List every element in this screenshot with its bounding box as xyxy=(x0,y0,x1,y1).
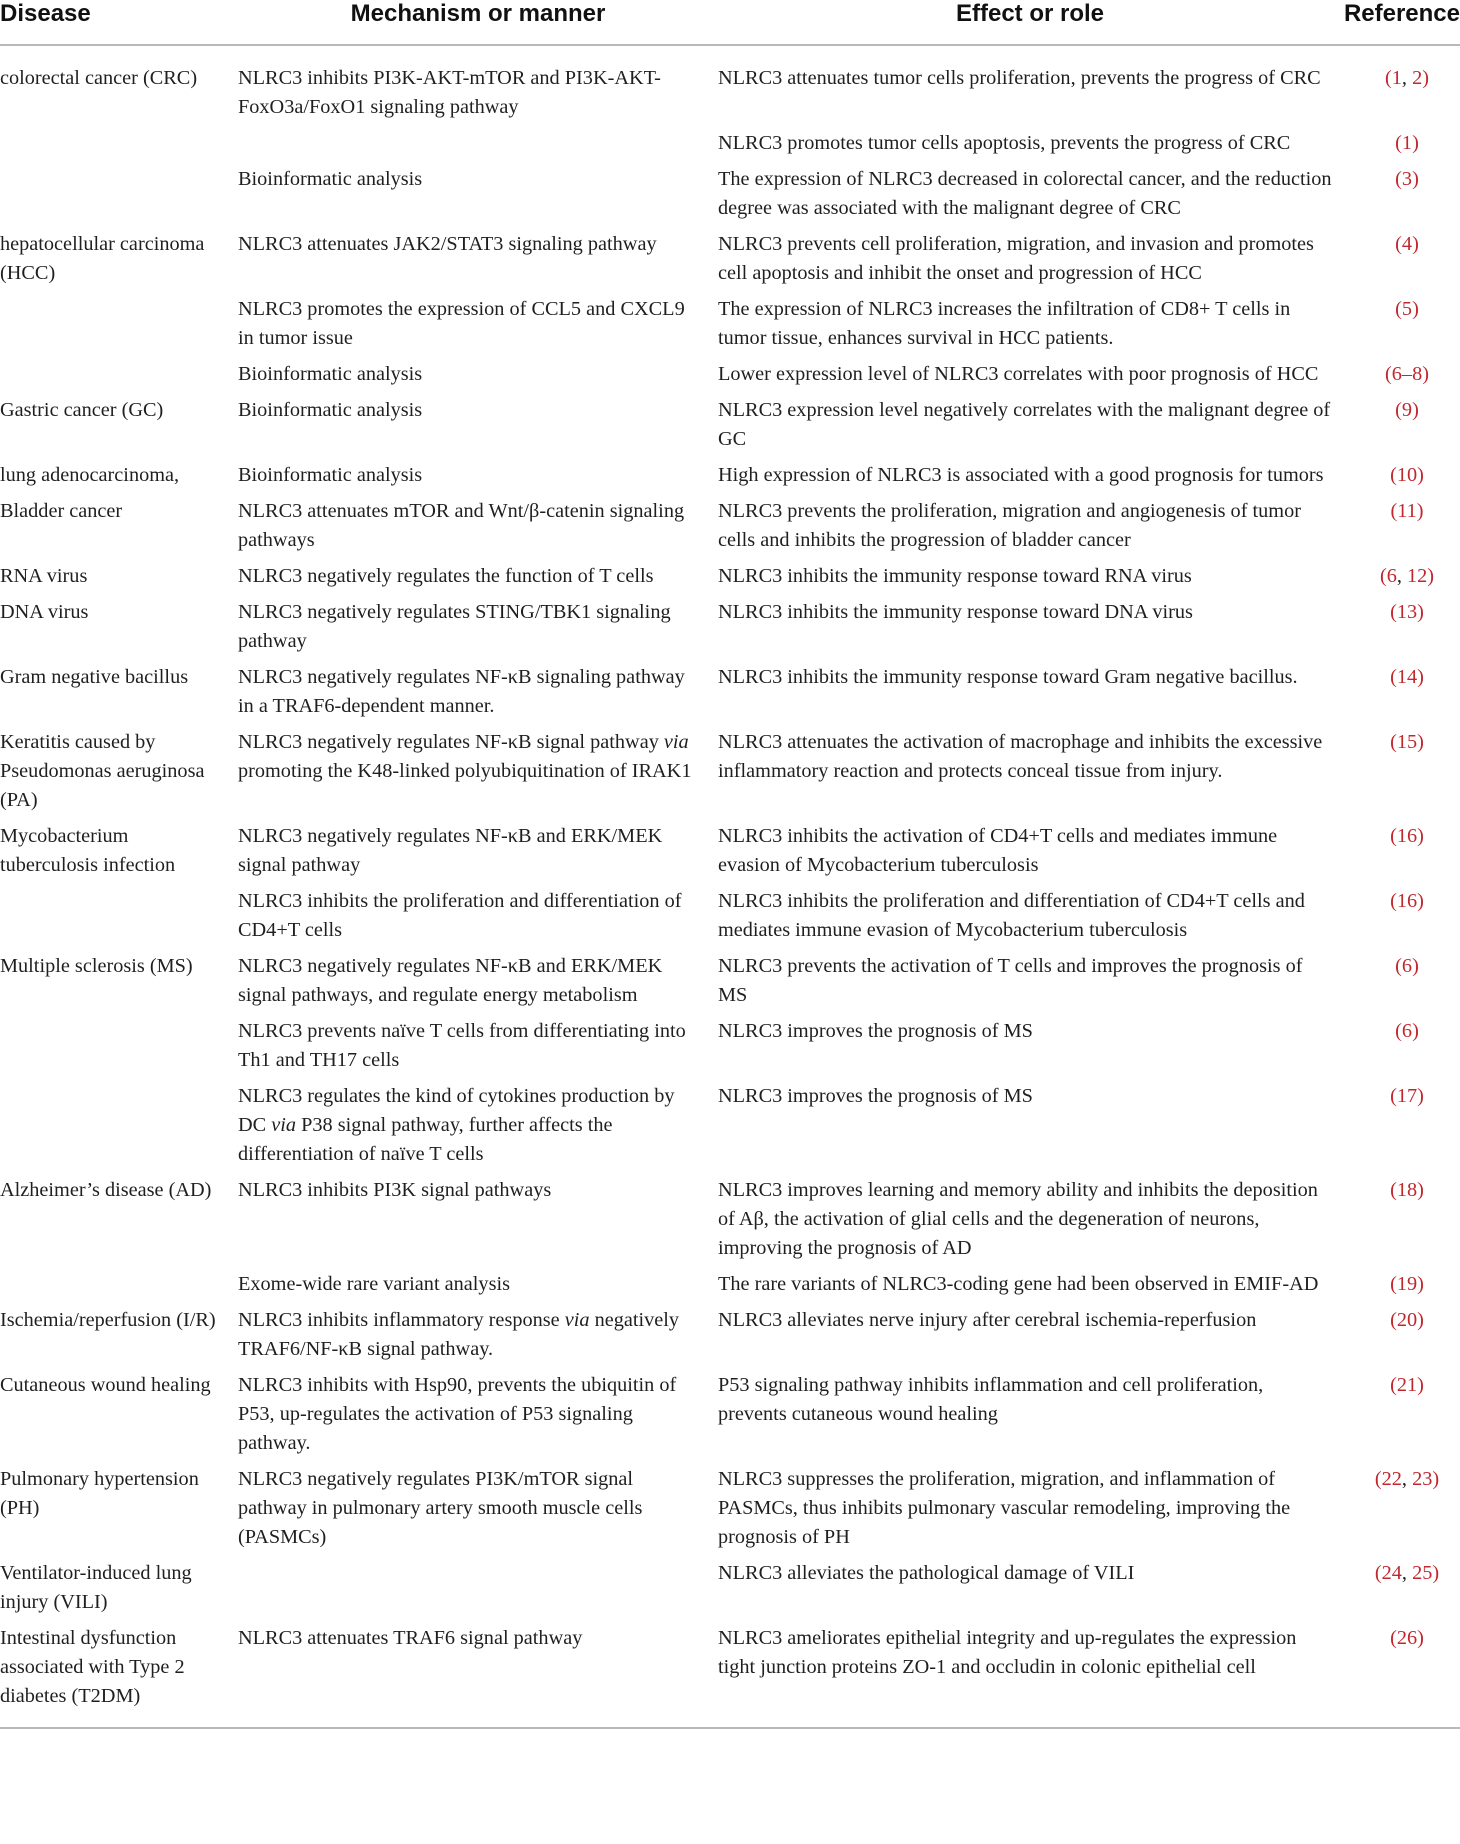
cell-disease xyxy=(0,1266,238,1302)
cell-mechanism: NLRC3 inhibits PI3K signal pathways xyxy=(238,1179,552,1201)
header-reference: Reference xyxy=(1342,0,1460,45)
cell-mechanism xyxy=(238,1555,718,1620)
table-row xyxy=(0,1620,1460,1728)
table-row xyxy=(0,1078,1460,1172)
reference-link[interactable]: 16 xyxy=(1396,825,1418,847)
cell-reference: (10) xyxy=(1390,464,1424,486)
reference-link[interactable]: 13 xyxy=(1396,601,1418,623)
cell-mechanism: Exome-wide rare variant analysis xyxy=(238,1273,510,1295)
reference-link[interactable]: 2 xyxy=(1412,67,1423,89)
cell-effect: NLRC3 improves the prognosis of MS xyxy=(718,1085,1033,1107)
cell-disease: Bladder cancer xyxy=(0,500,123,522)
table-row xyxy=(0,818,1460,883)
cell-mechanism: NLRC3 attenuates mTOR and Wnt/β-catenin signaling pathways xyxy=(238,500,685,551)
table-row xyxy=(0,125,1460,161)
cell-disease: Pulmonary hypertension (PH) xyxy=(0,1468,199,1519)
cell-disease: RNA virus xyxy=(0,565,88,587)
cell-reference: (24, 25) xyxy=(1374,1562,1440,1584)
cell-effect: NLRC3 prevents cell proliferation, migration, and invasion and promotes cell apoptosis and inhibit the onset and progression of HCC xyxy=(718,233,1314,284)
cell-effect: NLRC3 inhibits the immunity response toward DNA virus xyxy=(718,601,1193,623)
reference-link[interactable]: 26 xyxy=(1396,1627,1418,1649)
cell-disease: Ventilator-induced lung injury (VILI) xyxy=(0,1562,192,1613)
cell-mechanism: NLRC3 attenuates TRAF6 signal pathway xyxy=(238,1620,718,1728)
cell-mechanism: NLRC3 negatively regulates NF-κB and ERK/MEK signal pathway xyxy=(238,825,663,876)
table-row xyxy=(0,457,1460,493)
cell-mechanism: NLRC3 negatively regulates STING/TBK1 signaling pathway xyxy=(238,601,671,652)
cell-disease: hepatocellular carcinoma (HCC) xyxy=(0,233,205,284)
header-row xyxy=(0,0,1460,45)
reference-link[interactable]: 6 xyxy=(1386,565,1397,587)
table-row xyxy=(0,883,1460,948)
cell-disease: colorectal cancer (CRC) xyxy=(0,67,198,89)
reference-link[interactable]: 1 xyxy=(1391,67,1402,89)
cell-disease: Intestinal dysfunction associated with Type 2 diabetes (T2DM) xyxy=(0,1620,238,1728)
cell-mechanism: NLRC3 promotes the expression of CCL5 and CXCL9 in tumor issue xyxy=(238,298,685,349)
reference-link[interactable]: 9 xyxy=(1401,399,1413,421)
cell-reference: (6–8) xyxy=(1385,363,1429,385)
reference-separator: , xyxy=(1401,1468,1413,1490)
reference-link[interactable]: 24 xyxy=(1381,1562,1402,1584)
cell-effect: The expression of NLRC3 decreased in colorectal cancer, and the reduction degree was associated with the malignant degree of CRC xyxy=(718,168,1332,219)
cell-disease: Mycobacterium tuberculosis infection xyxy=(0,825,176,876)
reference-link[interactable]: 14 xyxy=(1396,666,1418,688)
reference-link[interactable]: 6 xyxy=(1401,1020,1413,1042)
reference-link[interactable]: 15 xyxy=(1396,731,1418,753)
mechanism-text: NLRC3 regulates the kind of cytokines production by DC xyxy=(238,1085,675,1136)
cell-disease xyxy=(0,291,238,356)
cell-effect: NLRC3 attenuates tumor cells proliferation, prevents the progress of CRC xyxy=(718,67,1321,89)
cell-effect: Lower expression level of NLRC3 correlates with poor prognosis of HCC xyxy=(718,363,1319,385)
cell-mechanism: Bioinformatic analysis xyxy=(238,363,423,385)
reference-link[interactable]: 5 xyxy=(1401,298,1413,320)
table-row xyxy=(0,558,1460,594)
table-row xyxy=(0,226,1460,291)
reference-link[interactable]: 1 xyxy=(1401,132,1413,154)
cell-mechanism xyxy=(238,125,718,161)
reference-link[interactable]: 6–8 xyxy=(1391,363,1423,385)
cell-reference: (6, 12) xyxy=(1379,565,1435,587)
table-row xyxy=(0,1172,1460,1266)
cell-mechanism xyxy=(238,724,718,818)
table-row xyxy=(0,1013,1460,1078)
table-row xyxy=(0,659,1460,724)
cell-effect: NLRC3 ameliorates epithelial integrity and up-regulates the expression tight junction proteins ZO-1 and occludin in colonic epithelial cell xyxy=(718,1620,1342,1728)
table-row xyxy=(0,1555,1460,1620)
table-row xyxy=(0,356,1460,392)
cell-effect: NLRC3 inhibits the immunity response toward Gram negative bacillus. xyxy=(718,666,1298,688)
cell-mechanism: NLRC3 inhibits PI3K-AKT-mTOR and PI3K-AKT-FoxO3a/FoxO1 signaling pathway xyxy=(238,67,661,118)
cell-disease: DNA virus xyxy=(0,601,89,623)
reference-separator: , xyxy=(1401,1562,1413,1584)
cell-effect: NLRC3 inhibits the immunity response toward RNA virus xyxy=(718,565,1192,587)
cell-mechanism xyxy=(238,1078,718,1172)
table-row xyxy=(0,45,1460,125)
cell-reference: (16) xyxy=(1390,890,1424,912)
cell-reference: (1, 2) xyxy=(1385,67,1429,89)
cell-reference: (3) xyxy=(1395,168,1419,190)
cell-disease xyxy=(0,1013,238,1078)
reference-link[interactable]: 4 xyxy=(1401,233,1413,255)
cell-reference: (17) xyxy=(1390,1085,1424,1107)
cell-reference: (21) xyxy=(1390,1374,1424,1396)
cell-effect: NLRC3 expression level negatively correlates with the malignant degree of GC xyxy=(718,399,1331,450)
cell-reference: (6) xyxy=(1395,955,1419,977)
cell-mechanism: NLRC3 inhibits with Hsp90, prevents the ubiquitin of P53, up-regulates the activation of P53 signaling pathway. xyxy=(238,1374,677,1454)
cell-mechanism: NLRC3 negatively regulates PI3K/mTOR signal pathway in pulmonary artery smooth muscle cells (PASMCs) xyxy=(238,1468,643,1548)
table-row xyxy=(0,948,1460,1013)
reference-link[interactable]: 22 xyxy=(1381,1468,1402,1490)
reference-link[interactable]: 25 xyxy=(1412,1562,1433,1584)
cell-mechanism: Bioinformatic analysis xyxy=(238,399,423,421)
cell-disease: lung adenocarcinoma, xyxy=(0,464,180,486)
cell-mechanism: NLRC3 inhibits the proliferation and differentiation of CD4+T cells xyxy=(238,890,682,941)
header-effect: Effect or role xyxy=(718,0,1342,45)
cell-reference: (13) xyxy=(1390,601,1424,623)
mechanism-text: P38 signal pathway, further affects the differentiation of naïve T cells xyxy=(238,1114,613,1165)
cell-effect: The rare variants of NLRC3-coding gene had been observed in EMIF-AD xyxy=(718,1273,1319,1295)
reference-link[interactable]: 16 xyxy=(1396,890,1418,912)
reference-link[interactable]: 23 xyxy=(1412,1468,1433,1490)
reference-link[interactable]: 6 xyxy=(1401,955,1413,977)
cell-mechanism: Bioinformatic analysis xyxy=(238,464,423,486)
cell-disease: Gastric cancer (GC) xyxy=(0,399,164,421)
reference-link[interactable]: 19 xyxy=(1396,1273,1418,1295)
table-row xyxy=(0,1461,1460,1555)
reference-link[interactable]: 11 xyxy=(1397,500,1417,522)
cell-reference: (1) xyxy=(1395,132,1419,154)
cell-reference: (19) xyxy=(1390,1273,1424,1295)
cell-effect: NLRC3 inhibits the proliferation and differentiation of CD4+T cells and mediates immune evasion of Mycobacterium tuberculosis xyxy=(718,890,1305,941)
cell-mechanism: NLRC3 negatively regulates the function of T cells xyxy=(238,565,654,587)
cell-effect: NLRC3 attenuates the activation of macrophage and inhibits the excessive inflammatory reaction and protects conceal tissue from injury. xyxy=(718,731,1323,782)
cell-disease: Cutaneous wound healing xyxy=(0,1374,211,1396)
reference-link[interactable]: 17 xyxy=(1396,1085,1418,1107)
cell-effect: NLRC3 prevents the activation of T cells and improves the prognosis of MS xyxy=(718,955,1303,1006)
cell-reference: (26) xyxy=(1342,1620,1460,1728)
reference-link[interactable]: 3 xyxy=(1401,168,1413,190)
reference-link[interactable]: 20 xyxy=(1396,1309,1418,1331)
cell-mechanism: NLRC3 prevents naïve T cells from differentiating into Th1 and TH17 cells xyxy=(238,1020,686,1071)
cell-disease: Alzheimer’s disease (AD) xyxy=(0,1179,212,1201)
cell-reference: (9) xyxy=(1395,399,1419,421)
cell-disease: Keratitis caused by Pseudomonas aeruginosa (PA) xyxy=(0,731,205,811)
table-row xyxy=(0,594,1460,659)
cell-disease xyxy=(0,356,238,392)
header-disease: Disease xyxy=(0,0,238,45)
table-body xyxy=(0,45,1460,1728)
cell-effect: P53 signaling pathway inhibits inflammation and cell proliferation, prevents cutaneous wound healing xyxy=(718,1374,1264,1425)
table-row xyxy=(0,1302,1460,1367)
cell-effect: NLRC3 alleviates the pathological damage of VILI xyxy=(718,1562,1135,1584)
table-header xyxy=(0,0,1460,45)
header-mechanism: Mechanism or manner xyxy=(238,0,718,45)
cell-disease: Ischemia/reperfusion (I/R) xyxy=(0,1309,216,1331)
table-row xyxy=(0,392,1460,457)
cell-mechanism: NLRC3 attenuates JAK2/STAT3 signaling pathway xyxy=(238,233,657,255)
reference-link[interactable]: 21 xyxy=(1396,1374,1418,1396)
cell-effect: NLRC3 inhibits the activation of CD4+T cells and mediates immune evasion of Mycobacterium tuberculosis xyxy=(718,825,1278,876)
cell-effect: The expression of NLRC3 increases the infiltration of CD8+ T cells in tumor tissue, enhances survival in HCC patients. xyxy=(718,298,1291,349)
reference-separator: , xyxy=(1401,67,1413,89)
cell-reference: (14) xyxy=(1390,666,1424,688)
cell-mechanism: NLRC3 negatively regulates NF-κB signaling pathway in a TRAF6-dependent manner. xyxy=(238,666,685,717)
cell-effect: NLRC3 promotes tumor cells apoptosis, prevents the progress of CRC xyxy=(718,132,1291,154)
cell-disease xyxy=(0,125,238,161)
cell-effect: NLRC3 prevents the proliferation, migration and angiogenesis of tumor cells and inhibits the progression of bladder cancer xyxy=(718,500,1301,551)
cell-mechanism: Bioinformatic analysis xyxy=(238,168,423,190)
cell-effect: NLRC3 improves the prognosis of MS xyxy=(718,1020,1033,1042)
reference-link[interactable]: 10 xyxy=(1396,464,1418,486)
mechanism-text: NLRC3 inhibits inflammatory response xyxy=(238,1309,565,1331)
table-row xyxy=(0,1367,1460,1461)
cell-reference: (16) xyxy=(1390,825,1424,847)
cell-reference: (18) xyxy=(1390,1179,1424,1201)
reference-link[interactable]: 18 xyxy=(1396,1179,1418,1201)
mechanism-text: negatively TRAF6/NF-κB signal pathway. xyxy=(238,1309,680,1360)
cell-reference: (20) xyxy=(1390,1309,1424,1331)
cell-reference: (22, 23) xyxy=(1374,1468,1440,1490)
mechanism-text: NLRC3 negatively regulates NF-κB signal pathway xyxy=(238,731,664,753)
cell-reference: (5) xyxy=(1395,298,1419,320)
cell-reference: (15) xyxy=(1390,731,1424,753)
cell-effect: NLRC3 alleviates nerve injury after cerebral ischemia-reperfusion xyxy=(718,1309,1257,1331)
reference-separator: , xyxy=(1396,565,1407,587)
cell-effect: High expression of NLRC3 is associated with a good prognosis for tumors xyxy=(718,464,1324,486)
cell-disease: Multiple sclerosis (MS) xyxy=(0,955,193,977)
cell-effect: NLRC3 improves learning and memory ability and inhibits the deposition of Aβ, the activation of glial cells and the degeneration of neurons, improving the prognosis of AD xyxy=(718,1179,1318,1259)
cell-reference: (11) xyxy=(1390,500,1424,522)
reference-link[interactable]: 12 xyxy=(1407,565,1428,587)
cell-effect: NLRC3 suppresses the proliferation, migration, and inflammation of PASMCs, thus inhibits pulmonary vascular remodeling, improving the prognosis of PH xyxy=(718,1468,1291,1548)
cell-disease xyxy=(0,1078,238,1172)
cell-disease xyxy=(0,161,238,226)
cell-reference: (6) xyxy=(1395,1020,1419,1042)
italic-term: via xyxy=(564,1309,590,1331)
table-row xyxy=(0,1266,1460,1302)
italic-term: via xyxy=(663,731,689,753)
table-row xyxy=(0,161,1460,226)
table-row xyxy=(0,291,1460,356)
cell-mechanism: NLRC3 negatively regulates NF-κB and ERK/MEK signal pathways, and regulate energy metabolism xyxy=(238,955,663,1006)
table-row xyxy=(0,724,1460,818)
table-row xyxy=(0,493,1460,558)
cell-disease: Gram negative bacillus xyxy=(0,666,189,688)
cell-mechanism xyxy=(238,1302,718,1367)
italic-term: via xyxy=(271,1114,297,1136)
cell-disease xyxy=(0,883,238,948)
mechanism-text: promoting the K48-linked polyubiquitination of IRAK1 xyxy=(238,760,692,782)
cell-reference: (4) xyxy=(1395,233,1419,255)
